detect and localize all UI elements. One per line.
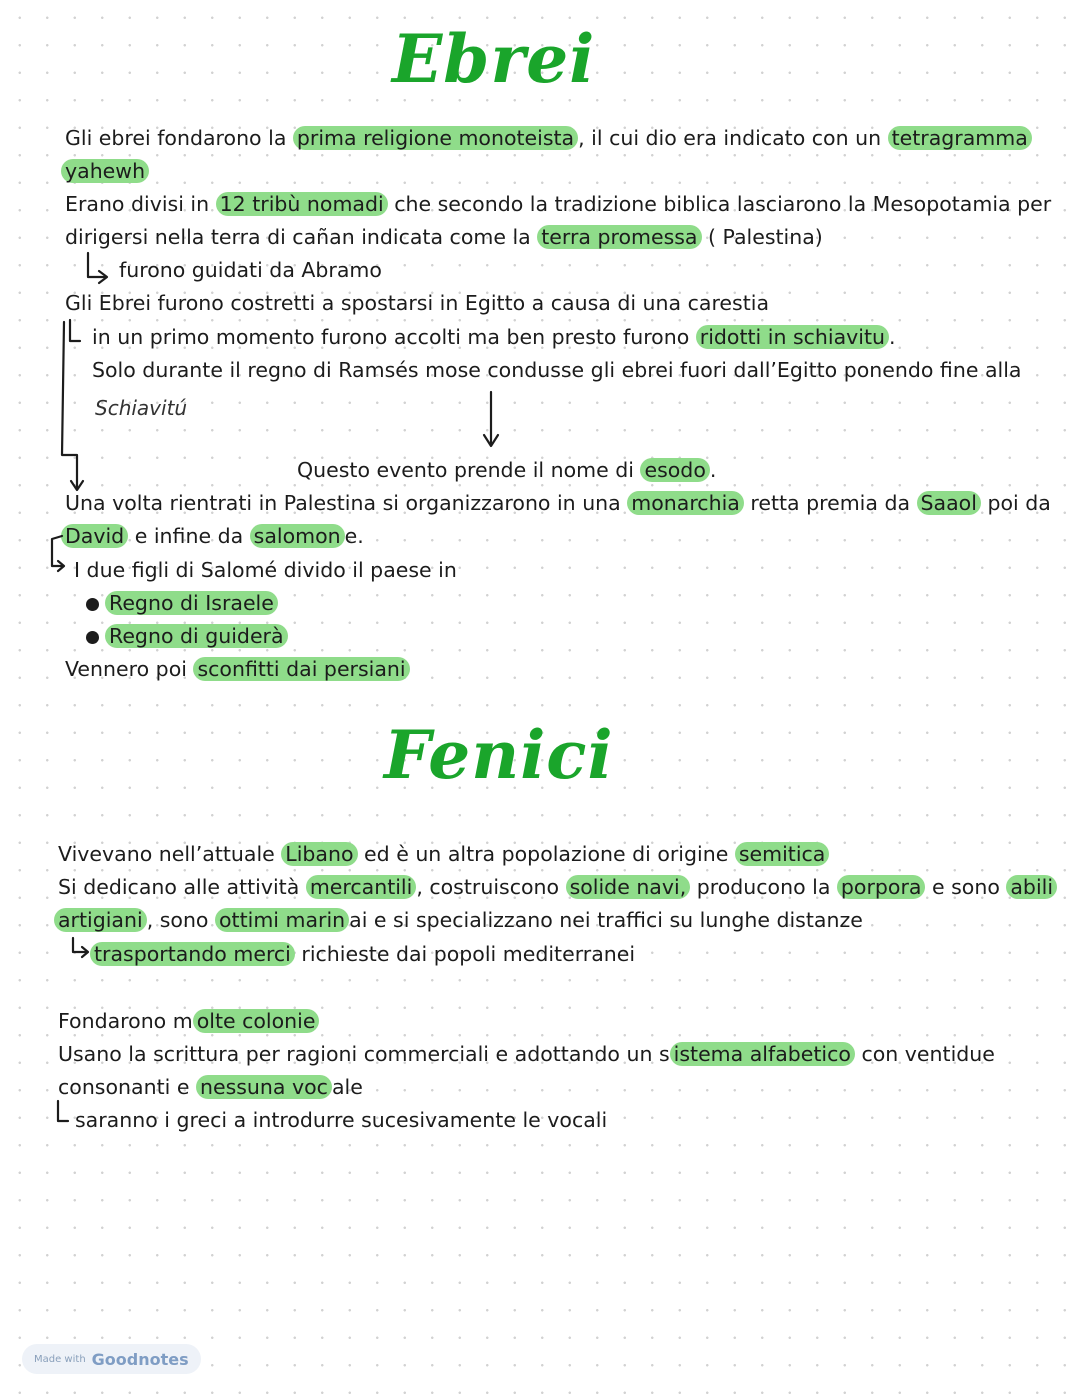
highlight: Saaol	[917, 491, 981, 515]
watermark-brand: Goodnotes	[91, 1349, 189, 1369]
text: richieste dai popoli mediterranei	[294, 942, 636, 966]
text: , sono	[146, 908, 215, 932]
ebrei-line-9	[65, 488, 1051, 518]
text: , costruiscono	[416, 875, 566, 899]
made-with-goodnotes-badge	[22, 1344, 201, 1374]
arrow-icon	[58, 1101, 68, 1121]
text: e sono	[925, 875, 1007, 899]
text: che secondo la tradizione biblica lasciarono la Mesopotamia per	[387, 192, 1052, 216]
text: Erano divisi in	[65, 192, 216, 216]
text: e infine da	[128, 524, 250, 548]
text: consonanti e	[58, 1075, 196, 1099]
text: ai e si specializzano nei traffici su lunghe distanze	[349, 908, 863, 932]
text: Fondarono m	[58, 1009, 193, 1033]
arrow-icon	[82, 947, 88, 957]
ebrei-line-11: I due figli di Salomé divido il paese in	[74, 558, 457, 582]
text: Si dedicano alle attività	[58, 875, 306, 899]
text: ( Palestina)	[701, 225, 823, 249]
arrow-icon	[484, 435, 498, 446]
highlight: istema alfabetico	[670, 1042, 855, 1066]
ebrei-line-6: Gli Ebrei furono costretti a spostarsi in Egitto a causa di una carestia	[65, 291, 770, 315]
highlight: esodo	[640, 458, 709, 482]
highlight: solide navi,	[566, 875, 691, 899]
highlight: yahewh	[61, 159, 149, 183]
highlight: olte colonie	[193, 1009, 320, 1033]
text: ed è un altra popolazione di origine	[357, 842, 735, 866]
arrow-icon	[99, 271, 107, 283]
highlight: monarchia	[627, 491, 744, 515]
text: Questo evento prende il nome di	[297, 458, 641, 482]
fenici-line-8: saranno i greci a introdurre sucesivamente le vocali	[75, 1108, 608, 1132]
highlight: semitica	[735, 842, 830, 866]
highlight: ridotti in schiavitu	[696, 325, 889, 349]
ebrei-line-4	[65, 222, 823, 252]
bullet-dot-icon	[86, 598, 99, 611]
highlight: Regno di guiderà	[105, 624, 288, 648]
text: Vennero poi	[65, 657, 194, 681]
ebrei-line-3	[65, 189, 1051, 219]
highlight: salomon	[250, 524, 345, 548]
arrow-icon	[58, 561, 64, 571]
title-ebrei: Ebrei	[392, 20, 596, 98]
highlight: mercantili	[306, 875, 417, 899]
watermark-prefix: Made with	[34, 1353, 86, 1365]
highlight: abili	[1006, 875, 1057, 899]
text: con ventidue	[854, 1042, 995, 1066]
ebrei-line-8: Solo durante il regno di Ramsés mose condusse gli ebrei fuori dall’Egitto ponendo fine alla	[92, 358, 1022, 382]
ebrei-line-1	[65, 123, 1032, 153]
text: in un primo momento furono accolti ma ben presto furono	[92, 325, 696, 349]
text: , il cui dio era indicato con un	[578, 126, 888, 150]
ebrei-handwritten-word: Schiavitú	[95, 396, 188, 420]
text: .	[709, 458, 717, 482]
text: Una volta rientrati in Palestina si organizzarono in una	[65, 491, 628, 515]
highlight: nessuna voc	[196, 1075, 332, 1099]
fenici-line-6	[58, 1039, 995, 1069]
arrow-icon	[62, 322, 77, 488]
text: retta premia da	[743, 491, 917, 515]
ebrei-line-5: furono guidati da Abramo	[119, 258, 382, 282]
highlight: 12 tribù nomadi	[216, 192, 388, 216]
fenici-line-3	[54, 905, 863, 935]
list-item	[105, 588, 278, 618]
text: Usano la scrittura per ragioni commerciali e adottando un s	[58, 1042, 670, 1066]
highlight: Libano	[281, 842, 357, 866]
arrow-icon	[70, 320, 80, 341]
text: dirigersi nella terra di cañan indicata come la	[65, 225, 538, 249]
fenici-line-4	[90, 939, 635, 969]
text: e.	[344, 524, 364, 548]
highlight: ottimi marin	[215, 908, 349, 932]
highlight: porpora	[837, 875, 926, 899]
highlight: tetragramma	[888, 126, 1032, 150]
ebrei-line-7	[92, 322, 896, 352]
highlight: terra promessa	[537, 225, 701, 249]
arrow-icon	[88, 253, 105, 277]
arrow-icon	[73, 938, 86, 952]
text: Gli ebrei fondarono la	[65, 126, 293, 150]
text: Vivevano nell’attuale	[58, 842, 282, 866]
ebrei-line-12	[65, 654, 410, 684]
text: .	[889, 325, 896, 349]
text: ale	[331, 1075, 363, 1099]
ebrei-line-esodo	[297, 455, 716, 485]
fenici-line-7	[58, 1072, 363, 1102]
highlight: prima religione monoteista	[293, 126, 578, 150]
fenici-line-1	[58, 839, 829, 869]
fenici-line-5	[58, 1006, 319, 1036]
text: producono la	[690, 875, 837, 899]
ebrei-line-2	[61, 156, 149, 186]
list-item	[105, 621, 288, 651]
text: poi da	[980, 491, 1051, 515]
bullet-dot-icon	[86, 631, 99, 644]
title-fenici: Fenici	[384, 716, 614, 794]
highlight: Regno di Israele	[105, 591, 278, 615]
highlight: artigiani	[54, 908, 147, 932]
fenici-line-2	[58, 872, 1057, 902]
ebrei-line-10	[61, 521, 364, 551]
highlight: sconfitti dai persiani	[193, 657, 409, 681]
highlight: David	[61, 524, 128, 548]
highlight: trasportando merci	[90, 942, 295, 966]
